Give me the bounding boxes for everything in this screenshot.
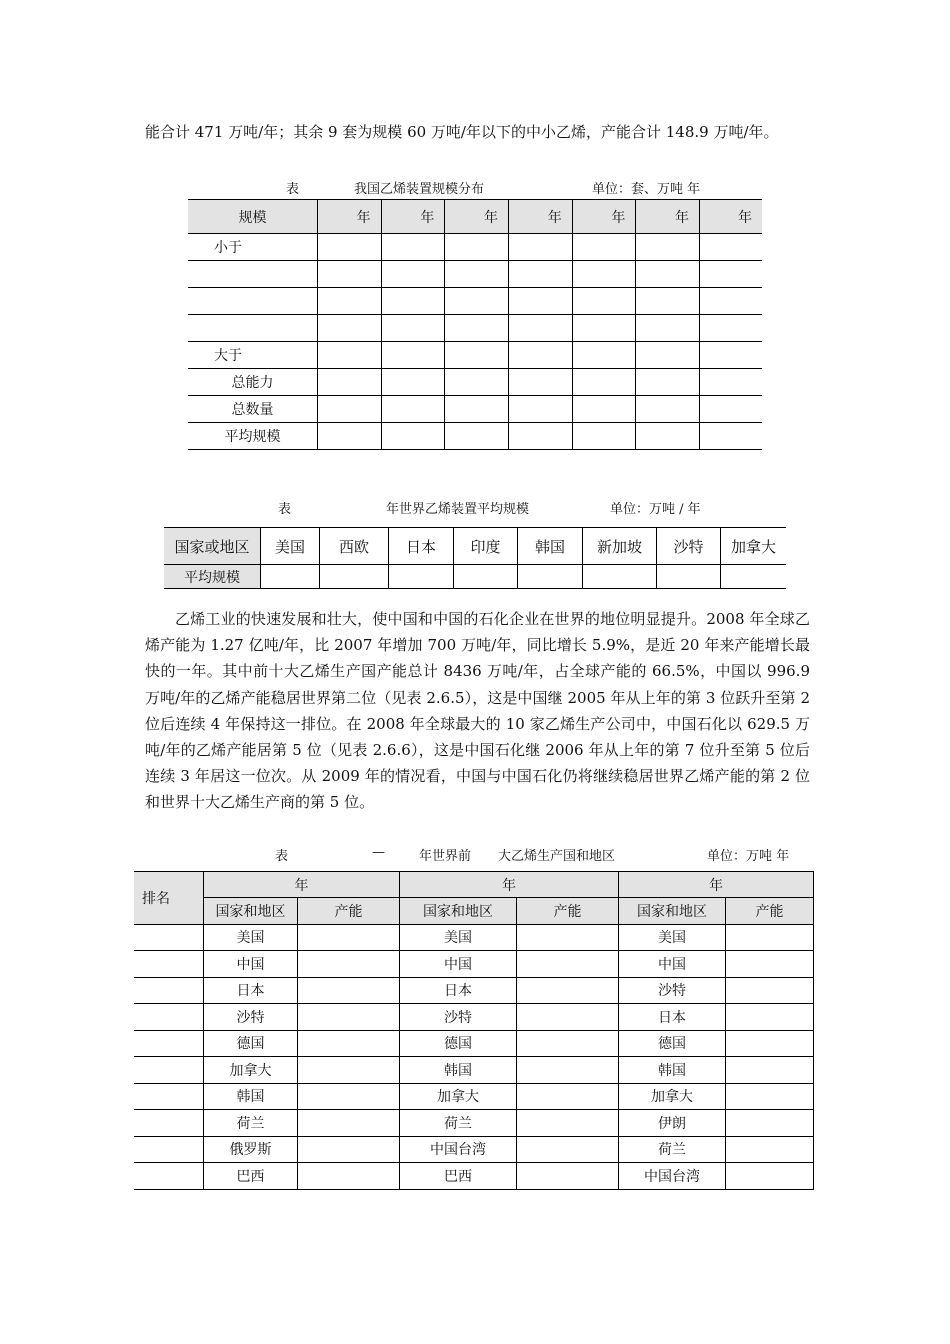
row-label — [188, 261, 318, 288]
row-label: 总数量 — [188, 396, 318, 423]
row-label: 总能力 — [188, 369, 318, 396]
table-row — [134, 1030, 814, 1057]
country-cell: 德国 — [204, 1030, 298, 1057]
row-label: 大于 — [188, 342, 318, 369]
year-header: 年 — [619, 872, 814, 898]
table2-caption-title: 年世界乙烯装置平均规模 — [386, 502, 530, 517]
year-header: 年 — [636, 200, 700, 234]
table1-caption-unit: 单位：套、万吨 年 — [592, 182, 701, 197]
table1-caption-label: 表 — [286, 182, 300, 197]
header-scale: 规模 — [188, 200, 318, 234]
country-header: 西欧 — [320, 528, 389, 565]
table-row — [134, 924, 814, 951]
sub-header-capacity: 产能 — [726, 898, 814, 925]
country-cell: 荷兰 — [400, 1110, 517, 1137]
year-header: 年 — [700, 200, 762, 234]
table-row — [188, 261, 762, 288]
row-label: 小于 — [188, 234, 318, 261]
country-cell: 韩国 — [204, 1083, 298, 1110]
country-header: 美国 — [261, 528, 320, 565]
country-cell: 沙特 — [204, 1004, 298, 1031]
year-header: 年 — [509, 200, 573, 234]
year-header: 年 — [318, 200, 382, 234]
table-row — [134, 1083, 814, 1110]
country-cell: 俄罗斯 — [204, 1136, 298, 1163]
table2-caption-unit: 单位：万吨 / 年 — [610, 502, 701, 517]
table-row — [134, 977, 814, 1004]
country-cell: 韩国 — [619, 1057, 726, 1084]
table2-caption-label: 表 — [278, 502, 292, 517]
row-label: 平均规模 — [164, 565, 261, 589]
sub-header-country: 国家和地区 — [204, 898, 298, 925]
country-cell: 巴西 — [204, 1163, 298, 1190]
sub-header-country: 国家和地区 — [400, 898, 517, 925]
table3-caption-label: 表 — [275, 849, 289, 864]
country-header: 印度 — [454, 528, 518, 565]
country-cell: 美国 — [619, 924, 726, 951]
table-row — [134, 1057, 814, 1084]
country-cell: 德国 — [619, 1030, 726, 1057]
country-cell: 日本 — [400, 977, 517, 1004]
world-average-scale-table — [164, 527, 786, 589]
year-header: 年 — [572, 200, 636, 234]
country-cell: 沙特 — [400, 1004, 517, 1031]
country-header: 沙特 — [657, 528, 721, 565]
table-row — [188, 315, 762, 342]
top-producers-table — [134, 871, 814, 1190]
country-cell: 中国 — [400, 951, 517, 978]
table-row — [134, 951, 814, 978]
country-header: 新加坡 — [583, 528, 657, 565]
row-label — [188, 315, 318, 342]
country-cell: 加拿大 — [619, 1083, 726, 1110]
country-cell: 中国台湾 — [619, 1163, 726, 1190]
country-cell: 美国 — [204, 924, 298, 951]
country-cell: 沙特 — [619, 977, 726, 1004]
year-header: 年 — [381, 200, 445, 234]
country-cell: 荷兰 — [204, 1110, 298, 1137]
country-cell: 加拿大 — [204, 1057, 298, 1084]
table-row — [188, 288, 762, 315]
year-header: 年 — [204, 872, 400, 898]
country-header: 加拿大 — [721, 528, 787, 565]
table-row — [134, 1004, 814, 1031]
table3-caption-title-b: 大乙烯生产国和地区 — [498, 849, 616, 864]
country-cell: 韩国 — [400, 1057, 517, 1084]
sub-header-country: 国家和地区 — [619, 898, 726, 925]
table3-caption-title-a: 年世界前 — [419, 849, 472, 864]
rank-header: 排名 — [134, 872, 204, 925]
country-cell: 德国 — [400, 1030, 517, 1057]
table-row — [164, 565, 786, 589]
table-row — [188, 396, 762, 423]
year-header: 年 — [400, 872, 619, 898]
table-row — [188, 234, 762, 261]
table-row — [188, 369, 762, 396]
intro-line: 能合计 471 万吨/年；其余 9 套为规模 60 万吨/年以下的中小乙烯，产能合计 148.9 万吨/年。 — [145, 123, 779, 141]
row-label — [188, 288, 318, 315]
country-cell: 日本 — [619, 1004, 726, 1031]
table-row — [134, 1136, 814, 1163]
country-cell: 加拿大 — [400, 1083, 517, 1110]
country-cell: 中国台湾 — [400, 1136, 517, 1163]
header-country-region: 国家或地区 — [164, 528, 261, 565]
scale-distribution-table — [188, 199, 762, 450]
sub-header-capacity: 产能 — [517, 898, 619, 925]
country-cell: 荷兰 — [619, 1136, 726, 1163]
table3-caption-dash: — — [372, 845, 385, 860]
body-paragraph: 乙烯工业的快速发展和壮大，使中国和中国的石化企业在世界的地位明显提升。2008 年全球乙烯产能为 1.27 亿吨/年，比 2007 年增加 700 万吨/年，同比增长 5.9%，是近 20 年来产能增长最快的一年。其中前十大乙烯生产国产能总计 8436 万吨/年，占全球产能的 66.5%，中国以 996.9 万吨/年的乙烯产能稳居世界第二位（见表 2.6.5），这是中国继 2005 年从上年的第 3 位跃升至第 2 位后连续 4 年保持这一排位。在 2008 年全球最大的 10 家乙烯生产公司中，中国石化以 629.5 万吨/年的乙烯产能居第 5 位（见表 2.6.6），这是中国石化继 2006 年从上年的第 7 位升至第 5 位后连续 3 年居这一位次。从 2009 年的情况看，中国与中国石化仍将继续稳居世界乙烯产能的第 2 位和世界十大乙烯生产商的第 5 位。 — [145, 610, 810, 812]
country-cell: 日本 — [204, 977, 298, 1004]
country-cell: 巴西 — [400, 1163, 517, 1190]
country-cell: 中国 — [204, 951, 298, 978]
table-row — [134, 1163, 814, 1190]
table-row — [188, 423, 762, 450]
country-cell: 中国 — [619, 951, 726, 978]
row-label: 平均规模 — [188, 423, 318, 450]
year-header: 年 — [445, 200, 509, 234]
table1-caption-title: 我国乙烯装置规模分布 — [354, 182, 485, 197]
country-header: 日本 — [389, 528, 454, 565]
sub-header-capacity: 产能 — [298, 898, 400, 925]
country-header: 韩国 — [518, 528, 583, 565]
table-row — [134, 1110, 814, 1137]
country-cell: 伊朗 — [619, 1110, 726, 1137]
table-row — [188, 342, 762, 369]
table3-caption-unit: 单位：万吨 年 — [707, 849, 790, 864]
country-cell: 美国 — [400, 924, 517, 951]
